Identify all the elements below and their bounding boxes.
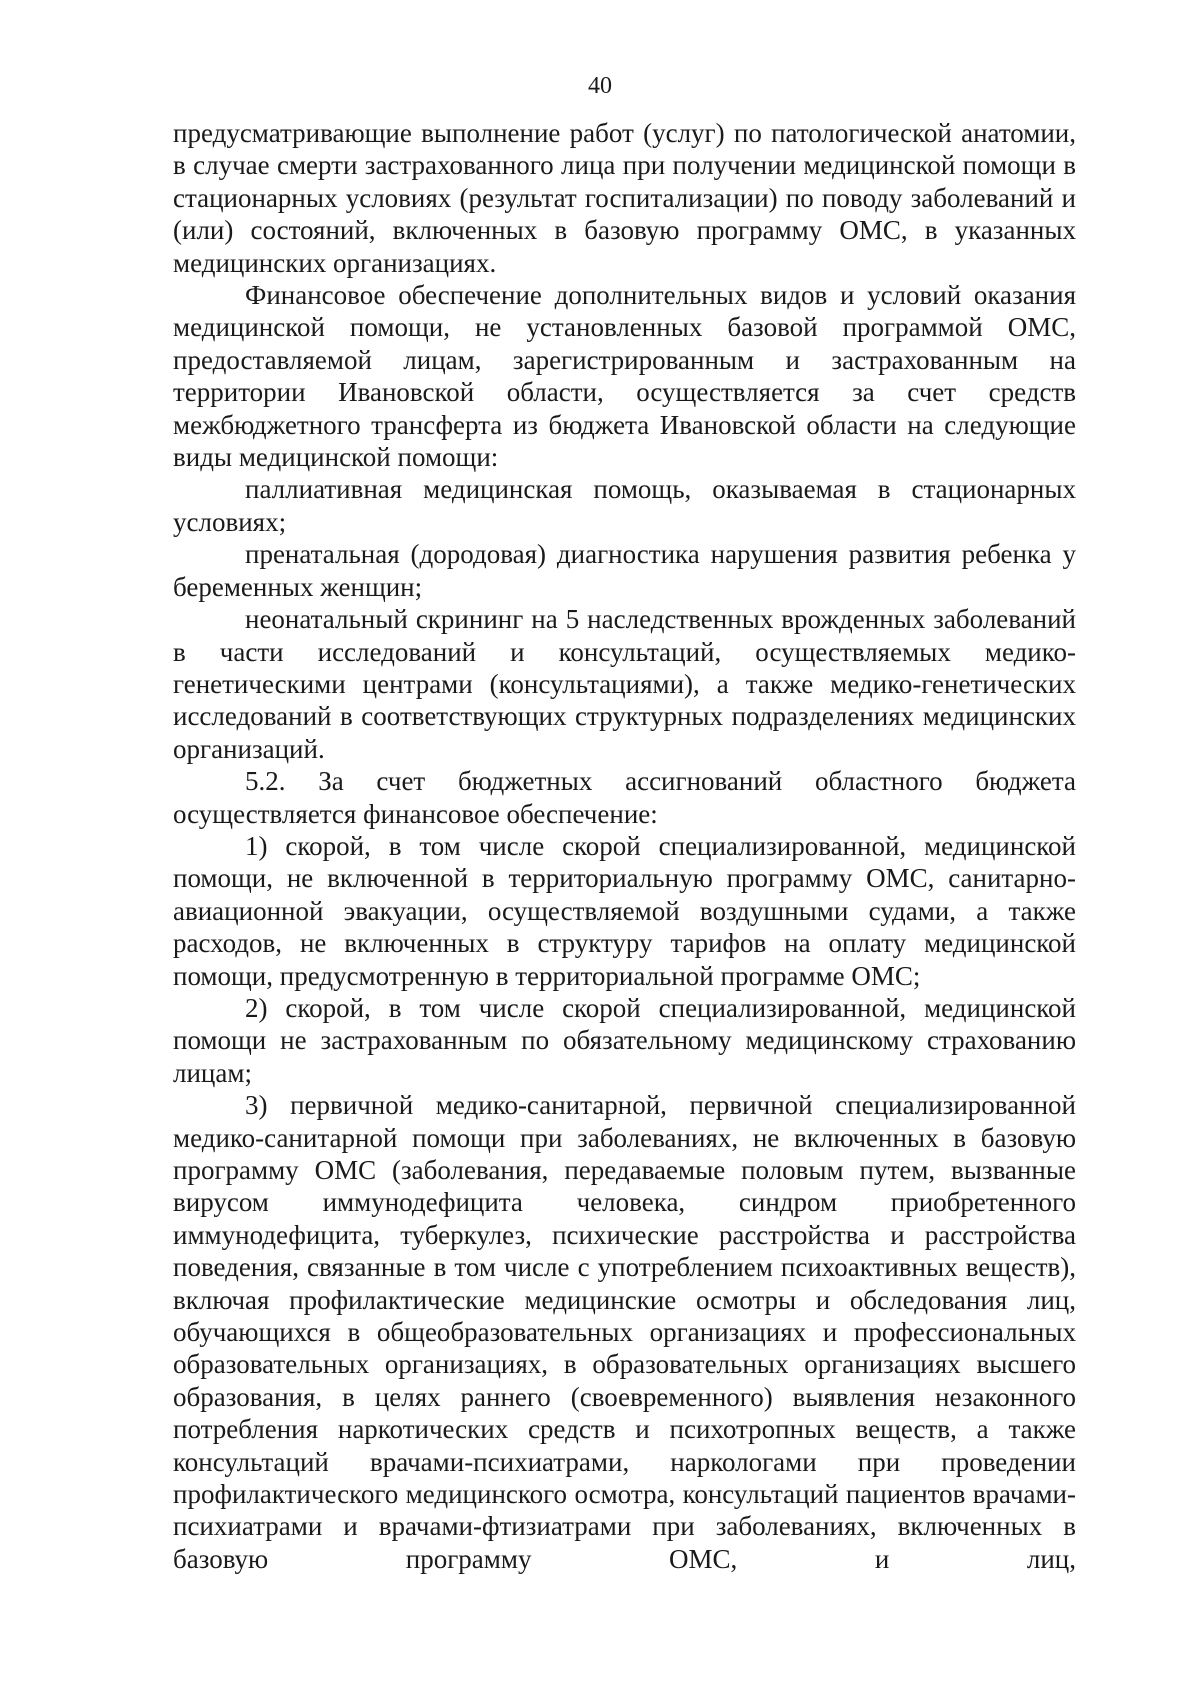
paragraph-section-5-2: 5.2. За счет бюджетных ассигнований областного бюджета осуществляется финансовое обеспечение:: [173, 766, 1076, 829]
paragraph-item-3: 3) первичной медико-санитарной, первичной специализированной медико-санитарной помощи при заболеваниях, не включенных в базовую программу ОМС (заболевания, передаваемые половым путем, вызванные вирусом иммунодефицита человека, синдром приобретенного иммунодефицита, туберкулез, психические расстройства и расстройства поведения, связанные в том числе с употреблением психоактивных веществ), включая профилактические медицинские осмотры и обследования лиц, обучающихся в общеобразовательных организациях и профессиональных образовательных организациях, в образовательных организациях высшего образования, в целях раннего (своевременного) выявления незаконного потребления наркотических средств и психотропных веществ, а также консультаций врачами-психиатрами, наркологами при проведении профилактического медицинского осмотра, консультаций пациентов врачами-психиатрами и врачами-фтизиатрами при заболеваниях, включенных в базовую программу ОМС, и лиц,: [173, 1090, 1076, 1574]
paragraph-item-1: 1) скорой, в том числе скорой специализированной, медицинской помощи, не включенной в территориальную программу ОМС, санитарно-авиационной эвакуации, осуществляемой воздушными судами, а также расходов, не включенных в структуру тарифов на оплату медицинской помощи, предусмотренную в территориальной программе ОМС;: [173, 830, 1076, 991]
paragraph-neonatal: неонатальный скрининг на 5 наследственных врожденных заболеваний в части исследований и консультаций, осуществляемых медико-генетическими центрами (консультациями), а также медико-генетических исследований в соответствующих структурных подразделениях медицинских организаций.: [173, 604, 1076, 764]
paragraph-palliative: паллиативная медицинская помощь, оказываемая в стационарных условиях;: [173, 474, 1076, 537]
paragraph-continuation: предусматривающие выполнение работ (услуг) по патологической анатомии, в случае смерти застрахованного лица при получении медицинской помощи в стационарных условиях (результат госпитализации) по поводу заболеваний и (или) состояний, включенных в базовую программу ОМС, в указанных медицинских организациях.: [173, 118, 1076, 278]
paragraph-item-2: 2) скорой, в том числе скорой специализированной, медицинской помощи не застрахованным по обязательному медицинскому страхованию лицам;: [173, 992, 1076, 1088]
page-number: 40: [588, 73, 612, 99]
paragraph-prenatal: пренатальная (дородовая) диагностика нарушения развития ребенка у беременных женщин;: [173, 539, 1076, 602]
paragraph-financing: Финансовое обеспечение дополнительных видов и условий оказания медицинской помощи, не установленных базовой программой ОМС, предоставляемой лицам, зарегистрированным и застрахованным на территории Ивановской области, осуществляется за счет средств межбюджетного трансферта из бюджета Ивановской области на следующие виды медицинской помощи:: [173, 280, 1076, 473]
document-body: [173, 117, 1076, 1575]
